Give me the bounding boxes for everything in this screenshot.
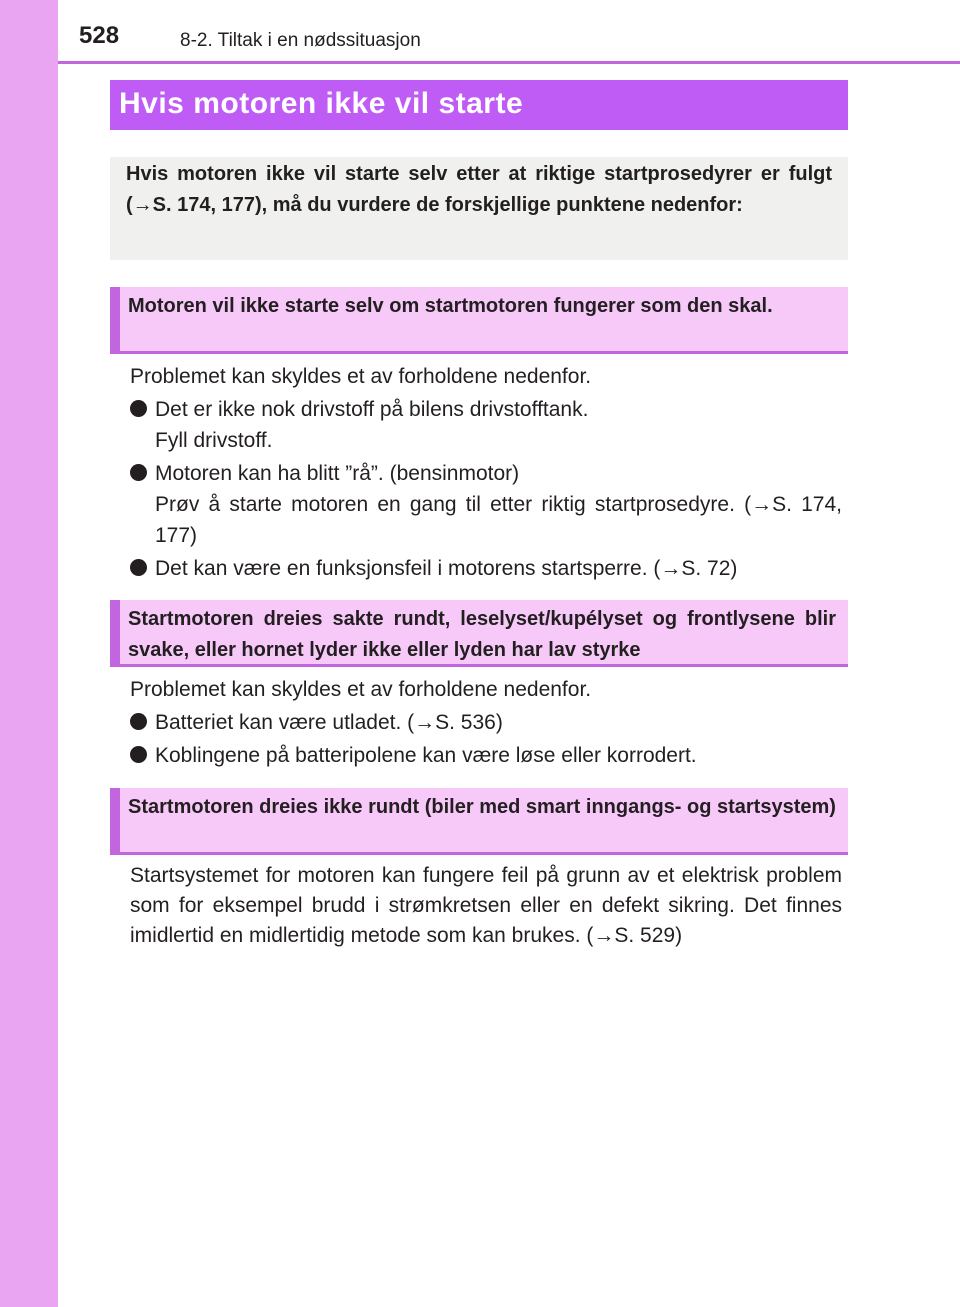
- bullet-icon: [130, 713, 147, 730]
- bullet-text: Det er ikke nok drivstoff på bilens drivstofftank.: [155, 398, 589, 421]
- intro-text: Hvis motoren ikke vil starte selv etter at riktige startprosedyrer er fulgt (→S. 174, 177), må du vurdere de forskjellige punktene nedenfor:: [126, 163, 832, 216]
- bullet-icon: [130, 746, 147, 763]
- bullet-subtext: Prøv å starte motoren en gang til etter riktig startprosedyre. (→S. 174, 177): [155, 493, 842, 547]
- section-heading-2: [110, 600, 848, 667]
- section-body-2: [130, 674, 842, 771]
- section-heading-text: Motoren vil ikke starte selv om startmotoren fungerer som den skal.: [128, 295, 773, 317]
- list-item: [130, 740, 842, 771]
- section-heading-text: Startmotoren dreies ikke rundt (biler med smart inngangs- og startsystem): [128, 796, 836, 818]
- chapter-title: 8-2. Tiltak i en nødssituasjon: [180, 30, 421, 51]
- section-body-1: [130, 361, 842, 584]
- bullet-text: Koblingene på batteripolene kan være løse eller korrodert.: [155, 744, 697, 767]
- bullet-text: Det kan være en funksjonsfeil i motorens startsperre. (→S. 72): [155, 557, 738, 580]
- chapter-color-band: [0, 0, 58, 1307]
- list-item: [130, 707, 842, 738]
- bullet-icon: [130, 559, 147, 576]
- header-rule: [58, 61, 960, 64]
- section-lead: Problemet kan skyldes et av forholdene nedenfor.: [130, 365, 592, 388]
- list-item: [130, 458, 842, 551]
- intro-box: [110, 157, 848, 260]
- main-title-bar: [110, 80, 848, 130]
- section-heading-1: [110, 287, 848, 354]
- bullet-text: Motoren kan ha blitt ”rå”. (bensinmotor): [155, 462, 520, 485]
- bullet-icon: [130, 400, 147, 417]
- section-heading-3: [110, 788, 848, 855]
- section-lead: Problemet kan skyldes et av forholdene nedenfor.: [130, 678, 592, 701]
- main-title: Hvis motoren ikke vil starte: [119, 87, 524, 120]
- section-body-3: [130, 861, 842, 951]
- section-body-text: Startsystemet for motoren kan fungere feil på grunn av et elektrisk problem som for eksempel brudd i strømkretsen eller en defekt sikring. Det finnes imidlertid en midlertidig metode som kan brukes. (→S. 529): [130, 864, 842, 947]
- bullet-text: Batteriet kan være utladet. (→S. 536): [155, 711, 503, 734]
- list-item: [130, 553, 842, 584]
- list-item: [130, 394, 842, 456]
- bullet-icon: [130, 464, 147, 481]
- bullet-subtext: Fyll drivstoff.: [155, 429, 273, 452]
- section-heading-text: Startmotoren dreies sakte rundt, leselyset/kupélyset og frontlysene blir svake, eller hornet lyder ikke eller lyden har lav styrke: [128, 608, 836, 661]
- page-number: 528: [79, 22, 120, 49]
